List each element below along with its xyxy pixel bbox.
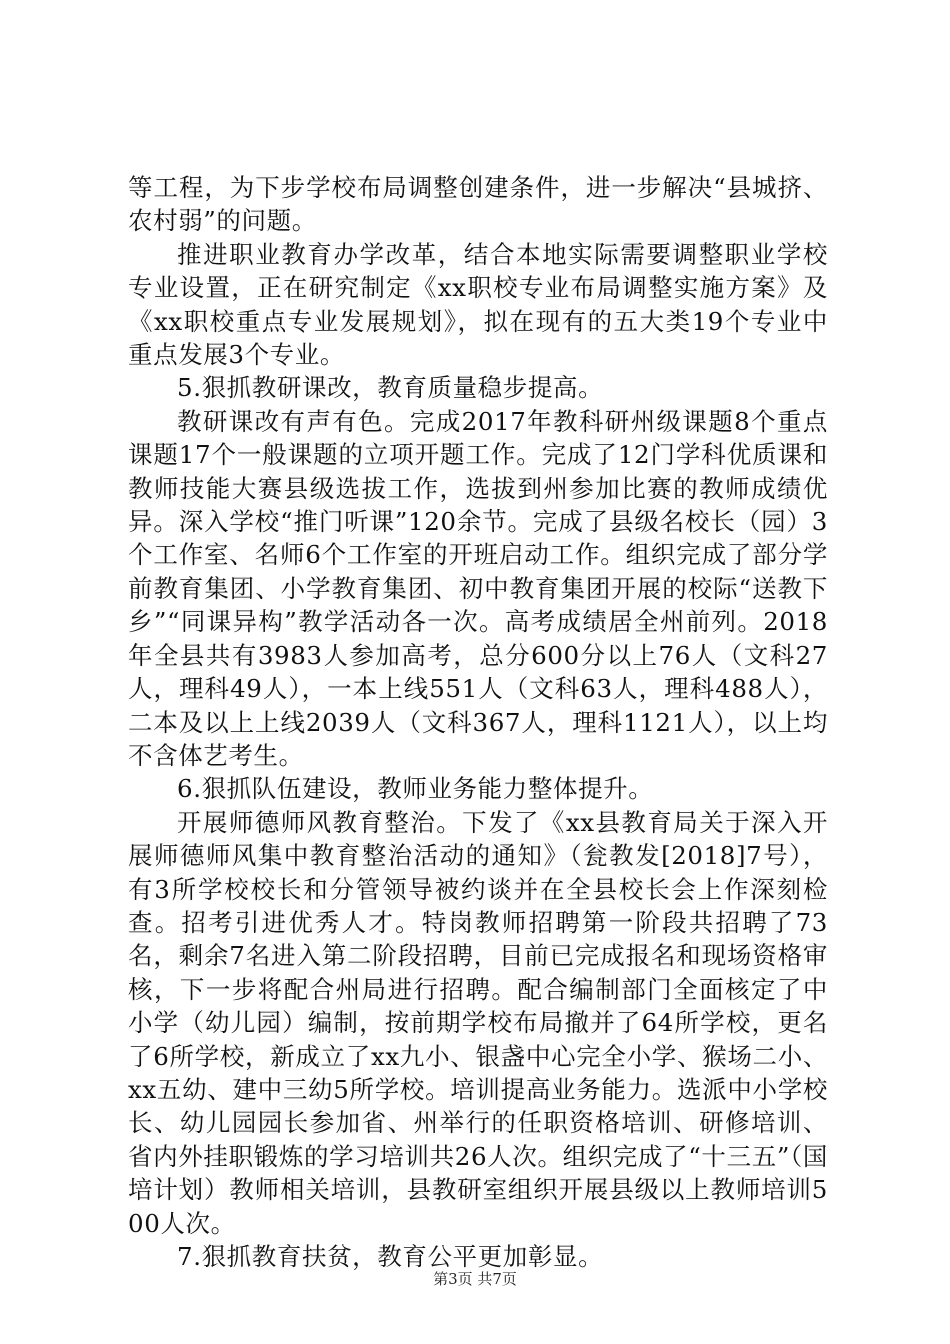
paragraph-teacher-team: 开展师德师风教育整治。下发了《xx县教育局关于深入开展师德师风集中教育整治活动的通知》（瓮教发[2018]7号），有3所学校校长和分管领导被约谈并在全县校长会上作深刻检查。招考引进优秀人才。特岗教师招聘第一阶段共招聘了73名，剩余7名进入第二阶段招聘，目前已完成报名和现场资格审核，下一步将配合州局进行招聘。配合编制部门全面核定了中小学（幼儿园）编制，按前期学校布局撤并了64所学校，更名了6所学校，新成立了xx九小、银盏中心完全小学、猴场二小、xx五幼、建中三幼5所学校。培训提高业务能力。选派中小学校长、幼儿园园长参加省、州举行的任职资格培训、研修培训、省内外挂职锻炼的学习培训共26人次。组织完成了“十三五”（国培计划）教师相关培训，县教研室组织开展县级以上教师培训500人次。 [128,807,828,1238]
heading-item-7: 7.狠抓教育扶贫，教育公平更加彰显。 [177,1242,604,1271]
paragraph-teaching-research: 教研课改有声有色。完成2017年教科研州级课题8个重点课题17个一般课题的立项开题工作。完成了12门学科优质课和教师技能大赛县级选拔工作，选拔到州参加比赛的教师成绩优异。深入学校“推门听课”120余节。完成了县级名校长（园）3个工作室、名师6个工作室的开班启动工作。组织完成了部分学前教育集团、小学教育集团、初中教育集团开展的校际“送教下乡”“同课异构”教学活动各一次。高考成绩居全州前列。2018年全县共有3983人参加高考，总分600分以上76人（文科27人，理科49人），一本上线551人（文科63人，理科488人），二本及以上上线2039人（文科367人，理科1121人），以上均不含体艺考生。 [128,406,828,770]
page-number-footer: 第3页 共7页 [433,1270,517,1288]
paragraph-vocational-reform: 推进职业教育办学改革，结合本地实际需要调整职业学校专业设置，正在研究制定《xx职校专业布局调整实施方案》及《xx职校重点专业发展规划》，拟在现有的五大类19个专业中重点发展3个专业。 [128,239,828,370]
document-body [128,171,828,1273]
paragraph-continuation: 等工程，为下步学校布局调整创建条件，进一步解决“县城挤、农村弱”的问题。 [128,173,828,236]
heading-item-6: 6.狠抓队伍建设，教师业务能力整体提升。 [177,774,654,804]
heading-item-5: 5.狠抓教研课改，教育质量稳步提高。 [177,373,604,403]
